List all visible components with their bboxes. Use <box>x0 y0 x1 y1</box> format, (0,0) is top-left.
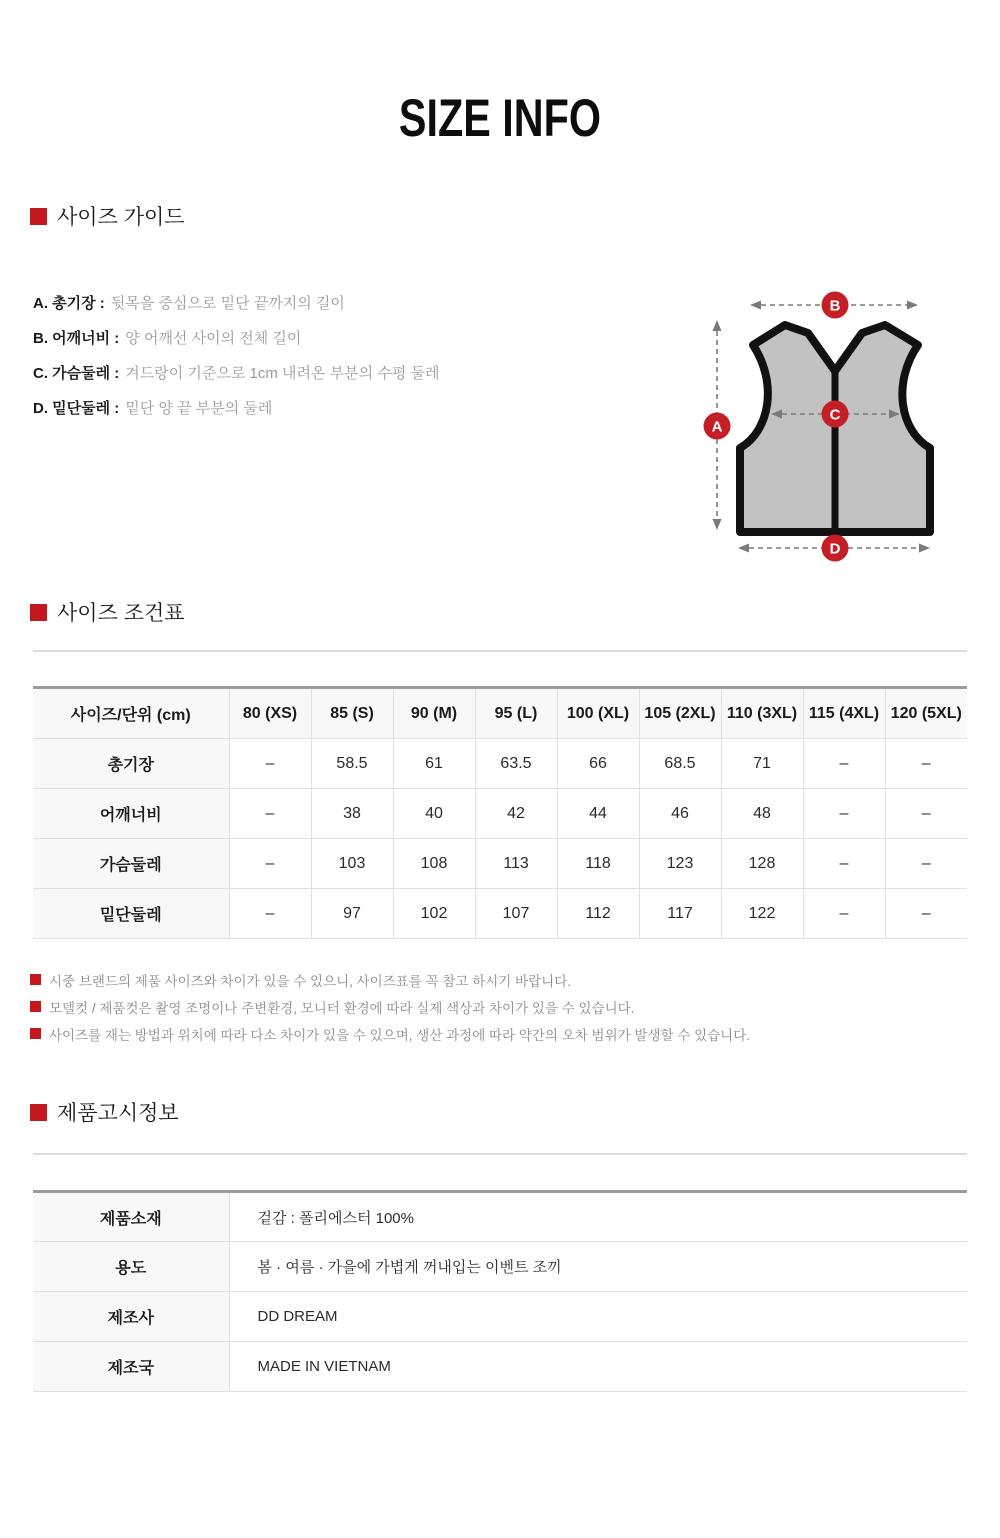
guide-item-label: D. 밑단둘레 : <box>33 400 120 417</box>
size-cell: 118 <box>557 839 639 889</box>
product-row-value: MADE IN VIETNAM <box>229 1342 967 1392</box>
size-cell: 58.5 <box>311 739 393 789</box>
size-cell: 46 <box>639 789 721 839</box>
size-row-label: 어깨너비 <box>33 789 229 839</box>
size-col-header: 85 (S) <box>311 688 393 739</box>
product-row-label: 용도 <box>33 1242 229 1292</box>
size-cell: 66 <box>557 739 639 789</box>
note-item <box>30 993 750 1020</box>
size-cell: 122 <box>721 889 803 939</box>
section-heading-size-guide <box>30 201 185 231</box>
size-cell: 38 <box>311 789 393 839</box>
size-cell: 48 <box>721 789 803 839</box>
product-row-label: 제조사 <box>33 1292 229 1342</box>
size-cell: 108 <box>393 839 475 889</box>
size-cell: 42 <box>475 789 557 839</box>
size-cell: 97 <box>311 889 393 939</box>
size-col-header: 115 (4XL) <box>803 688 885 739</box>
size-cell: – <box>885 839 967 889</box>
size-row-label: 총기장 <box>33 739 229 789</box>
size-cell: – <box>885 739 967 789</box>
size-cell: – <box>803 889 885 939</box>
product-info-table <box>33 1190 967 1392</box>
table-row <box>33 1192 967 1242</box>
size-cell: 107 <box>475 889 557 939</box>
guide-item-desc: 밑단 양 끝 부분의 둘레 <box>125 400 273 417</box>
size-table <box>33 686 967 939</box>
size-cell: – <box>803 739 885 789</box>
table-row <box>33 1342 967 1392</box>
guide-item-desc: 겨드랑이 기준으로 1cm 내려온 부분의 수평 둘레 <box>125 365 440 382</box>
note-text: 시중 브랜드의 제품 사이즈와 차이가 있을 수 있으니, 사이즈표를 꼭 참고 하시기 바랍니다. <box>49 973 571 989</box>
section-heading-size-table <box>30 597 185 627</box>
size-cell: – <box>885 789 967 839</box>
guide-item-label: C. 가슴둘레 : <box>33 365 120 382</box>
size-cell: 113 <box>475 839 557 889</box>
red-square-bullet-icon <box>30 1104 47 1121</box>
red-square-bullet-icon <box>30 604 47 621</box>
note-item <box>30 966 750 993</box>
size-col-header: 사이즈/단위 (cm) <box>33 688 229 739</box>
size-col-header: 95 (L) <box>475 688 557 739</box>
size-cell: 112 <box>557 889 639 939</box>
size-cell: – <box>885 889 967 939</box>
guide-item-c <box>33 355 439 390</box>
marker-b-label: B <box>829 297 841 315</box>
size-cell: – <box>229 739 311 789</box>
size-col-header: 110 (3XL) <box>721 688 803 739</box>
size-cell: 102 <box>393 889 475 939</box>
size-cell: 71 <box>721 739 803 789</box>
red-square-bullet-icon <box>30 1028 41 1039</box>
divider-line <box>33 650 967 652</box>
guide-item-label: A. 총기장 : <box>33 295 105 312</box>
size-col-header: 90 (M) <box>393 688 475 739</box>
section-heading-label: 사이즈 가이드 <box>57 206 185 229</box>
product-row-value: 겉감 : 폴리에스터 100% <box>229 1192 967 1242</box>
vest-measurement-diagram <box>688 283 956 571</box>
product-row-value: 봄 · 여름 · 가을에 가볍게 꺼내입는 이벤트 조끼 <box>229 1242 967 1292</box>
section-heading-product-info <box>30 1097 179 1127</box>
divider-line <box>33 1153 967 1155</box>
guide-item-desc: 뒷목을 중심으로 밑단 끝까지의 길이 <box>110 295 345 312</box>
guide-item-b <box>33 320 439 355</box>
marker-a-label: A <box>711 418 723 436</box>
section-heading-label: 제품고시정보 <box>57 1102 179 1125</box>
size-cell: 61 <box>393 739 475 789</box>
note-text: 사이즈를 재는 방법과 위치에 따라 다소 차이가 있을 수 있으며, 생산 과정에 따라 약간의 오차 범위가 발생할 수 있습니다. <box>49 1027 750 1043</box>
size-cell: 68.5 <box>639 739 721 789</box>
size-col-header: 120 (5XL) <box>885 688 967 739</box>
size-cell: – <box>229 889 311 939</box>
guide-item-desc: 양 어깨선 사이의 전체 길이 <box>125 330 302 347</box>
size-cell: 103 <box>311 839 393 889</box>
note-text: 모델컷 / 제품컷은 촬영 조명이나 주변환경, 모니터 환경에 따라 실제 색상과 차이가 있을 수 있습니다. <box>49 1000 635 1016</box>
size-cell: 128 <box>721 839 803 889</box>
red-square-bullet-icon <box>30 208 47 225</box>
guide-item-d <box>33 390 439 425</box>
marker-c-label: C <box>829 406 841 424</box>
product-row-label: 제품소재 <box>33 1192 229 1242</box>
size-cell: 40 <box>393 789 475 839</box>
size-cell: 123 <box>639 839 721 889</box>
size-cell: – <box>803 839 885 889</box>
red-square-bullet-icon <box>30 974 41 985</box>
red-square-bullet-icon <box>30 1001 41 1012</box>
size-row-label: 가슴둘레 <box>33 839 229 889</box>
size-col-header: 80 (XS) <box>229 688 311 739</box>
table-row <box>33 839 967 889</box>
table-row <box>33 1242 967 1292</box>
guide-item-a <box>33 285 439 320</box>
page-title: SIZE INFO <box>398 89 602 148</box>
table-row <box>33 1292 967 1342</box>
table-row <box>33 739 967 789</box>
note-item <box>30 1020 750 1047</box>
size-cell: 44 <box>557 789 639 839</box>
size-cell: 63.5 <box>475 739 557 789</box>
section-heading-label: 사이즈 조건표 <box>57 602 185 625</box>
size-row-label: 밑단둘레 <box>33 889 229 939</box>
size-cell: 117 <box>639 889 721 939</box>
size-cell: – <box>229 839 311 889</box>
product-row-value: DD DREAM <box>229 1292 967 1342</box>
size-cell: – <box>229 789 311 839</box>
marker-d-label: D <box>829 540 841 558</box>
size-table-header-row <box>33 688 967 739</box>
table-row <box>33 789 967 839</box>
notes-list <box>30 966 750 1047</box>
size-guide-list <box>33 285 439 425</box>
table-row <box>33 889 967 939</box>
size-col-header: 105 (2XL) <box>639 688 721 739</box>
product-row-label: 제조국 <box>33 1342 229 1392</box>
size-col-header: 100 (XL) <box>557 688 639 739</box>
size-cell: – <box>803 789 885 839</box>
guide-item-label: B. 어깨너비 : <box>33 330 120 347</box>
